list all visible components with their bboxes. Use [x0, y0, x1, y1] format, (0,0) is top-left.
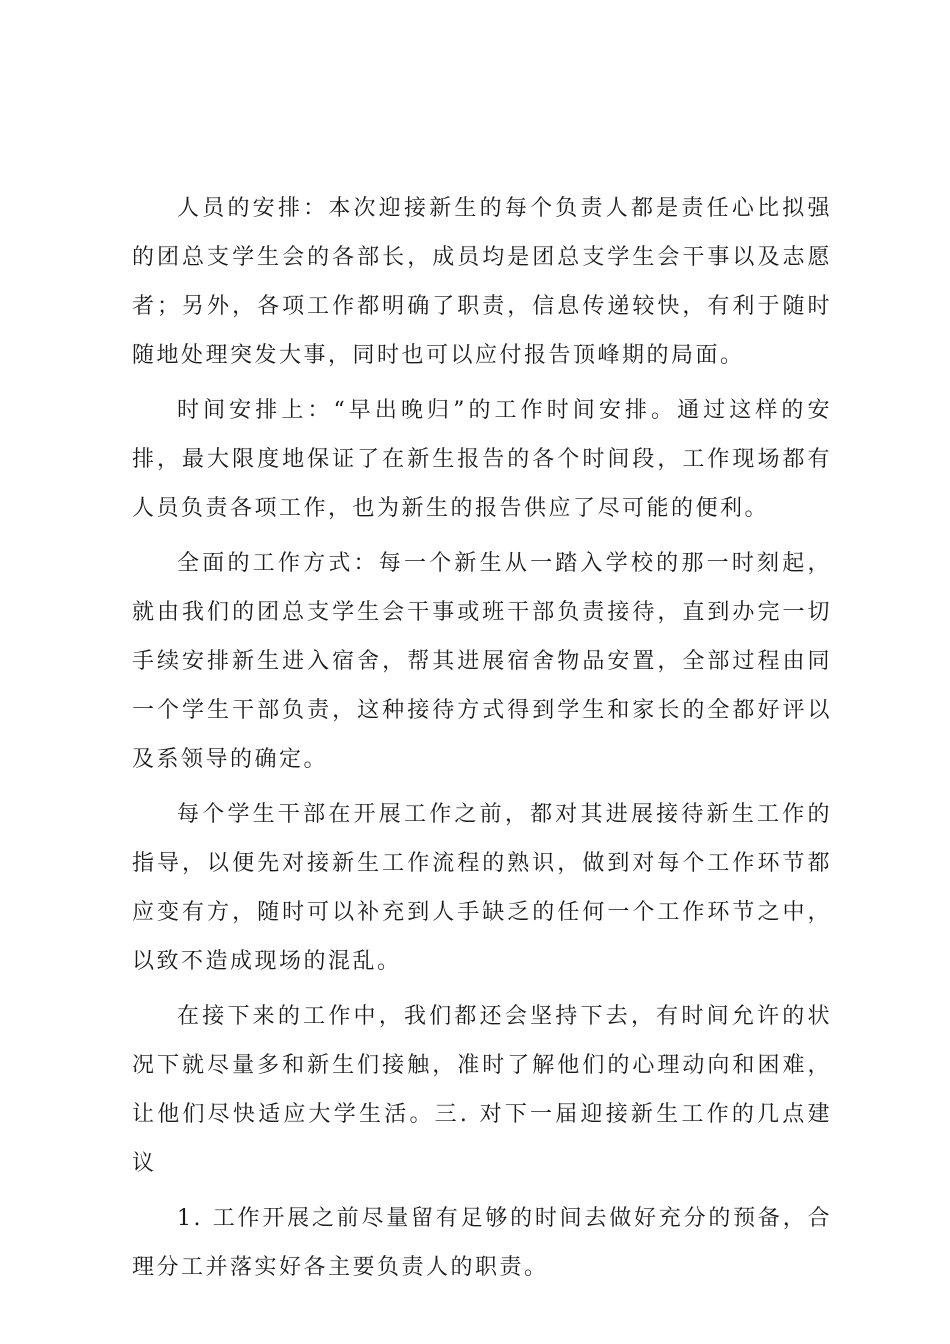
paragraph-future-work: 在接下来的工作中，我们都还会坚持下去，有时间允许的状况下就尽量多和新生们接触，准时了解他们的心理动向和困难，让他们尽快适应大学生活。三. 对下一届迎接新生工作的几点建议	[132, 1004, 832, 1176]
paragraph-staff-arrangement: 人员的安排：本次迎接新生的每个负责人都是责任心比拟强的团总支学生会的各部长，成员均是团总支学生会干事以及志愿者；另外，各项工作都明确了职责，信息传递较快，有利于随时随地处理突发大事，同时也可以应付报告顶峰期的局面。	[132, 196, 832, 368]
paragraph-work-method: 全面的工作方式：每一个新生从一踏入学校的那一时刻起，就由我们的团总支学生会干事或班干部负责接待，直到办完一切手续安排新生进入宿舍，帮其进展宿舍物品安置，全部过程由同一个学生干部负责，这种接待方式得到学生和家长的全都好评以及系领导的确定。	[132, 551, 832, 772]
paragraph-time-arrangement: 时间安排上：“早出晚归”的工作时间安排。通过这样的安排，最大限度地保证了在新生报告的各个时间段，工作现场都有人员负责各项工作，也为新生的报告供应了尽可能的便利。	[132, 398, 832, 521]
paragraph-cadre-guidance: 每个学生干部在开展工作之前，都对其进展接待新生工作的指导，以便先对接新生工作流程的熟识，做到对每个工作环节都应变有方，随时可以补充到人手缺乏的任何一个工作环节之中，以致不造成现场的混乱。	[132, 802, 832, 974]
paragraph-suggestion-1: 1. 工作开展之前尽量留有足够的时间去做好充分的预备，合理分工并落实好各主要负责人的职责。	[132, 1206, 832, 1280]
document-body	[132, 184, 832, 1298]
